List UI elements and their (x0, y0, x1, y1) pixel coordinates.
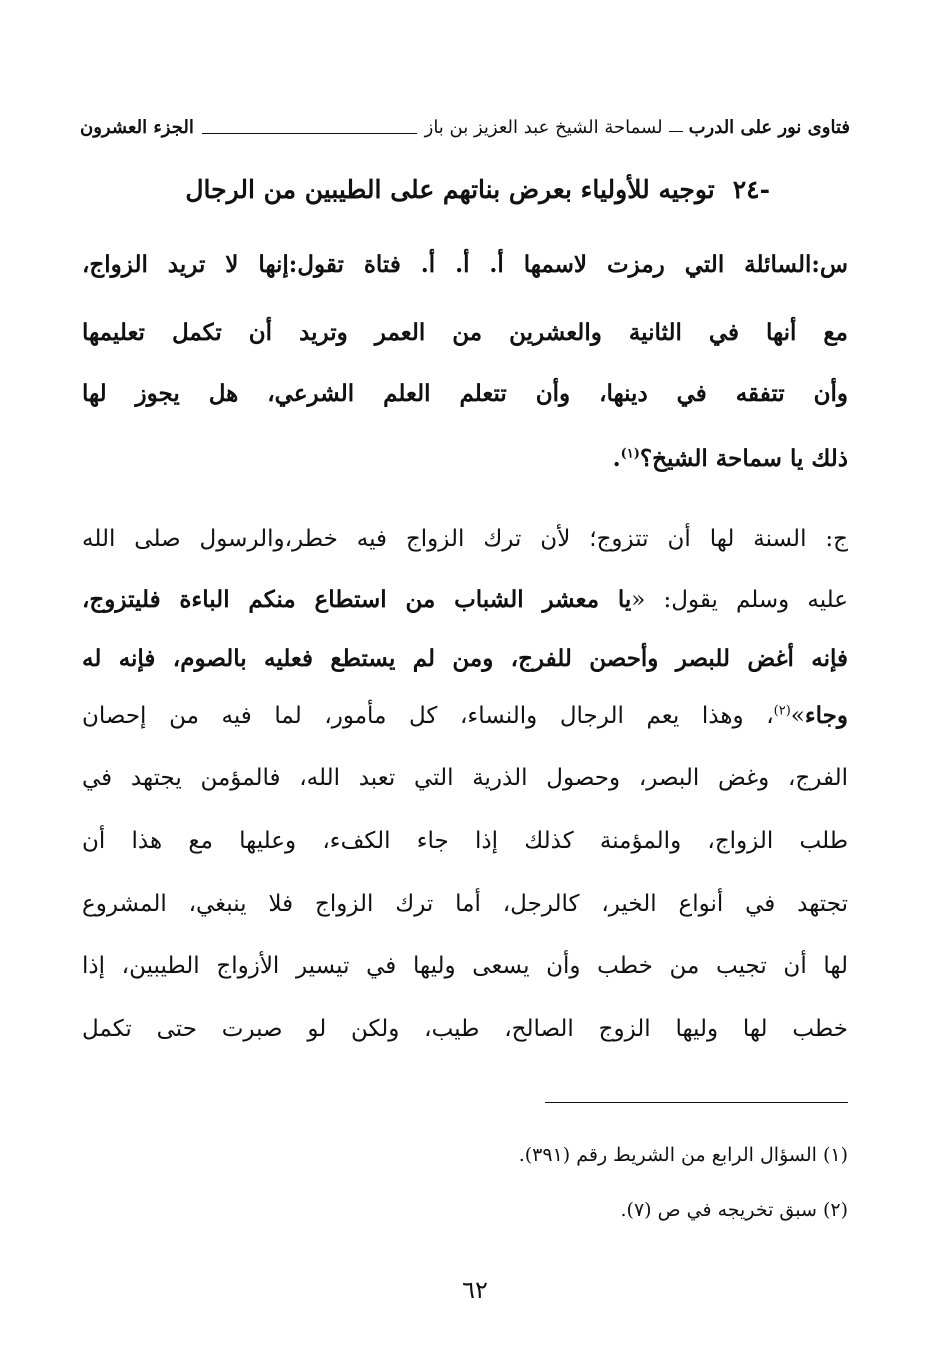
answer-line: خطب لها وليها الزوج الصالح، طيب، ولكن لو صبرت حتى تكمل (82, 1016, 848, 1042)
hadith-text: يا معشر الشباب من استطاع منكم الباءة فليتزوج، (82, 586, 632, 613)
answer-line: لها أن تجيب من خطب وأن يسعى وليها في تيسير الأزواج الطيبين، إذا (82, 953, 848, 979)
answer-text: ، وهذا يعم الرجال والنساء، كل مأمور، لما فيه من إحصان (82, 703, 774, 729)
header-dash (669, 131, 683, 132)
hadith-line: فإنه أغض للبصر وأحصن للفرج، ومن لم يستطع فعليه بالصوم، فإنه له (82, 645, 848, 672)
question-line: س:السائلة التي رمزت لاسمها أ. أ. أ. فتاة تقول:إنها لا تريد الزواج، (82, 251, 848, 278)
question-line: وأن تتفقه في دينها، وأن تتعلم العلم الشرعي، هل يجوز لها (82, 380, 848, 407)
question-line: مع أنها في الثانية والعشرين من العمر وتريد أن تكمل تعليمها (82, 319, 848, 346)
footnote-separator (545, 1102, 848, 1103)
footnote-ref-2: (٢) (773, 703, 791, 719)
section-number: -٢٤ (732, 175, 770, 204)
footnote-2: (٢) سبق تخريجه في ص (٧). (620, 1199, 848, 1221)
answer-line (82, 577, 848, 623)
section-title-text: توجيه للأولياء بعرض بناتهم على الطيبين من الرجال (185, 175, 715, 204)
hadith-text: وجاء (804, 702, 848, 729)
page-number: ٦٢ (462, 1276, 488, 1304)
answer-line (82, 693, 848, 739)
header-book-title: فتاوى نور على الدرب (688, 116, 850, 138)
section-title (80, 168, 770, 212)
footnote-1: (١) السؤال الرابع من الشريط رقم (٣٩١). (518, 1144, 848, 1166)
question-text: ذلك يا سماحة الشيخ؟ (639, 445, 848, 472)
answer-line: الفرج، وغض البصر، وحصول الذرية التي تعبد الله، فالمؤمن يجتهد في (82, 765, 848, 791)
quote-close: » (790, 703, 805, 729)
header-part: الجزء العشرون (80, 116, 194, 138)
question-end: . (612, 445, 621, 472)
question-line-last (82, 436, 848, 482)
header-author: لسماحة الشيخ عبد العزيز بن باز (424, 116, 663, 138)
answer-line: تجتهد في أنواع الخير، كالرجل، أما ترك الزواج فلا ينبغي، المشروع (82, 891, 848, 917)
answer-line: ج: السنة لها أن تتزوج؛ لأن ترك الزواج فيه خطر،والرسول صلى الله (82, 526, 848, 552)
answer-text: عليه وسلم يقول: « (631, 587, 848, 613)
footnote-ref-1: (١) (620, 446, 640, 462)
answer-line: طلب الزواج، والمؤمنة كذلك إذا جاء الكفء، وعليها مع هذا أن (82, 828, 848, 854)
header-rule (202, 133, 417, 134)
running-header (80, 112, 850, 142)
